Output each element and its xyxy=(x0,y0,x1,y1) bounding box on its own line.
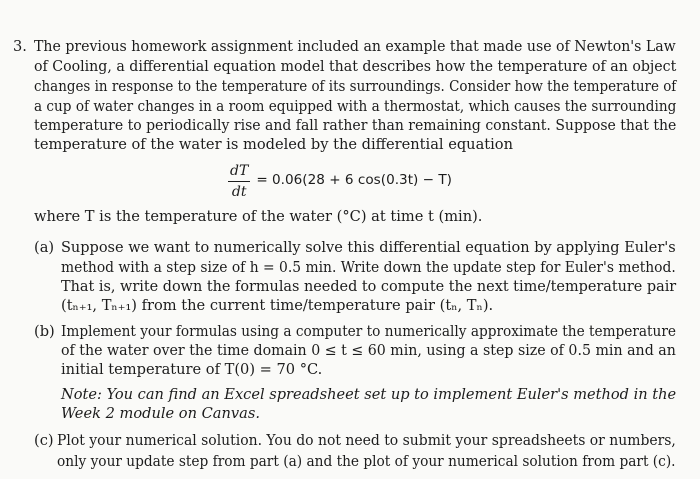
part-a-line: Suppose we want to numerically solve this differential equation by applying Euler's xyxy=(61,239,676,256)
part-a-line: method with a step size of h = 0.5 min. Write down the update step for Euler's method. xyxy=(61,259,676,276)
part-b-label: (b) xyxy=(34,323,55,340)
part-a-label: (a) xyxy=(34,239,55,256)
part-c-line: Plot your numerical solution. You do not need to submit your spreadsheets or numbers, xyxy=(57,432,676,449)
intro-line: The previous homework assignment included an example that made use of Newton's Law xyxy=(34,38,676,55)
part-b-line: Implement your formulas using a computer to numerically approximate the temperature xyxy=(61,323,676,340)
fraction-bar xyxy=(228,181,250,182)
problem-number: 3. xyxy=(13,38,27,55)
equation-rhs: = 0.06(28 + 6 cos(0.3t) − T) xyxy=(256,172,452,189)
intro-line: temperature of the water is modeled by the differential equation xyxy=(34,136,513,153)
fraction-numerator: dT xyxy=(230,162,249,179)
intro-line: changes in response to the temperature of its surroundings. Consider how the temperature of xyxy=(34,78,677,95)
differential-equation xyxy=(228,161,452,201)
intro-line: a cup of water changes in a room equipped with a thermostat, which causes the surrounding xyxy=(34,98,677,115)
part-b-note: Week 2 module on Canvas. xyxy=(61,405,260,422)
where-line: where T is the temperature of the water (°C) at time t (min). xyxy=(34,208,483,225)
derivative-fraction xyxy=(228,163,250,200)
part-a-line: (tₙ₊₁, Tₙ₊₁) from the current time/temperature pair (tₙ, Tₙ). xyxy=(61,297,494,314)
part-b-note: Note: You can find an Excel spreadsheet set up to implement Euler's method in the xyxy=(61,386,677,403)
intro-line: temperature to periodically rise and fall rather than remaining constant. Suppose that the xyxy=(34,117,677,134)
part-b-line: of the water over the time domain 0 ≤ t ≤ 60 min, using a step size of 0.5 min and an xyxy=(61,342,676,359)
part-b-line: initial temperature of T(0) = 70 °C. xyxy=(61,361,323,378)
intro-line: of Cooling, a differential equation model that describes how the temperature of an object xyxy=(34,58,677,75)
fraction-denominator: dt xyxy=(231,183,247,200)
part-c-label: (c) xyxy=(34,432,54,449)
part-a-line: That is, write down the formulas needed to compute the next time/temperature pair xyxy=(61,278,677,295)
part-c-line: only your update step from part (a) and the plot of your numerical solution from part (c). xyxy=(57,453,676,470)
